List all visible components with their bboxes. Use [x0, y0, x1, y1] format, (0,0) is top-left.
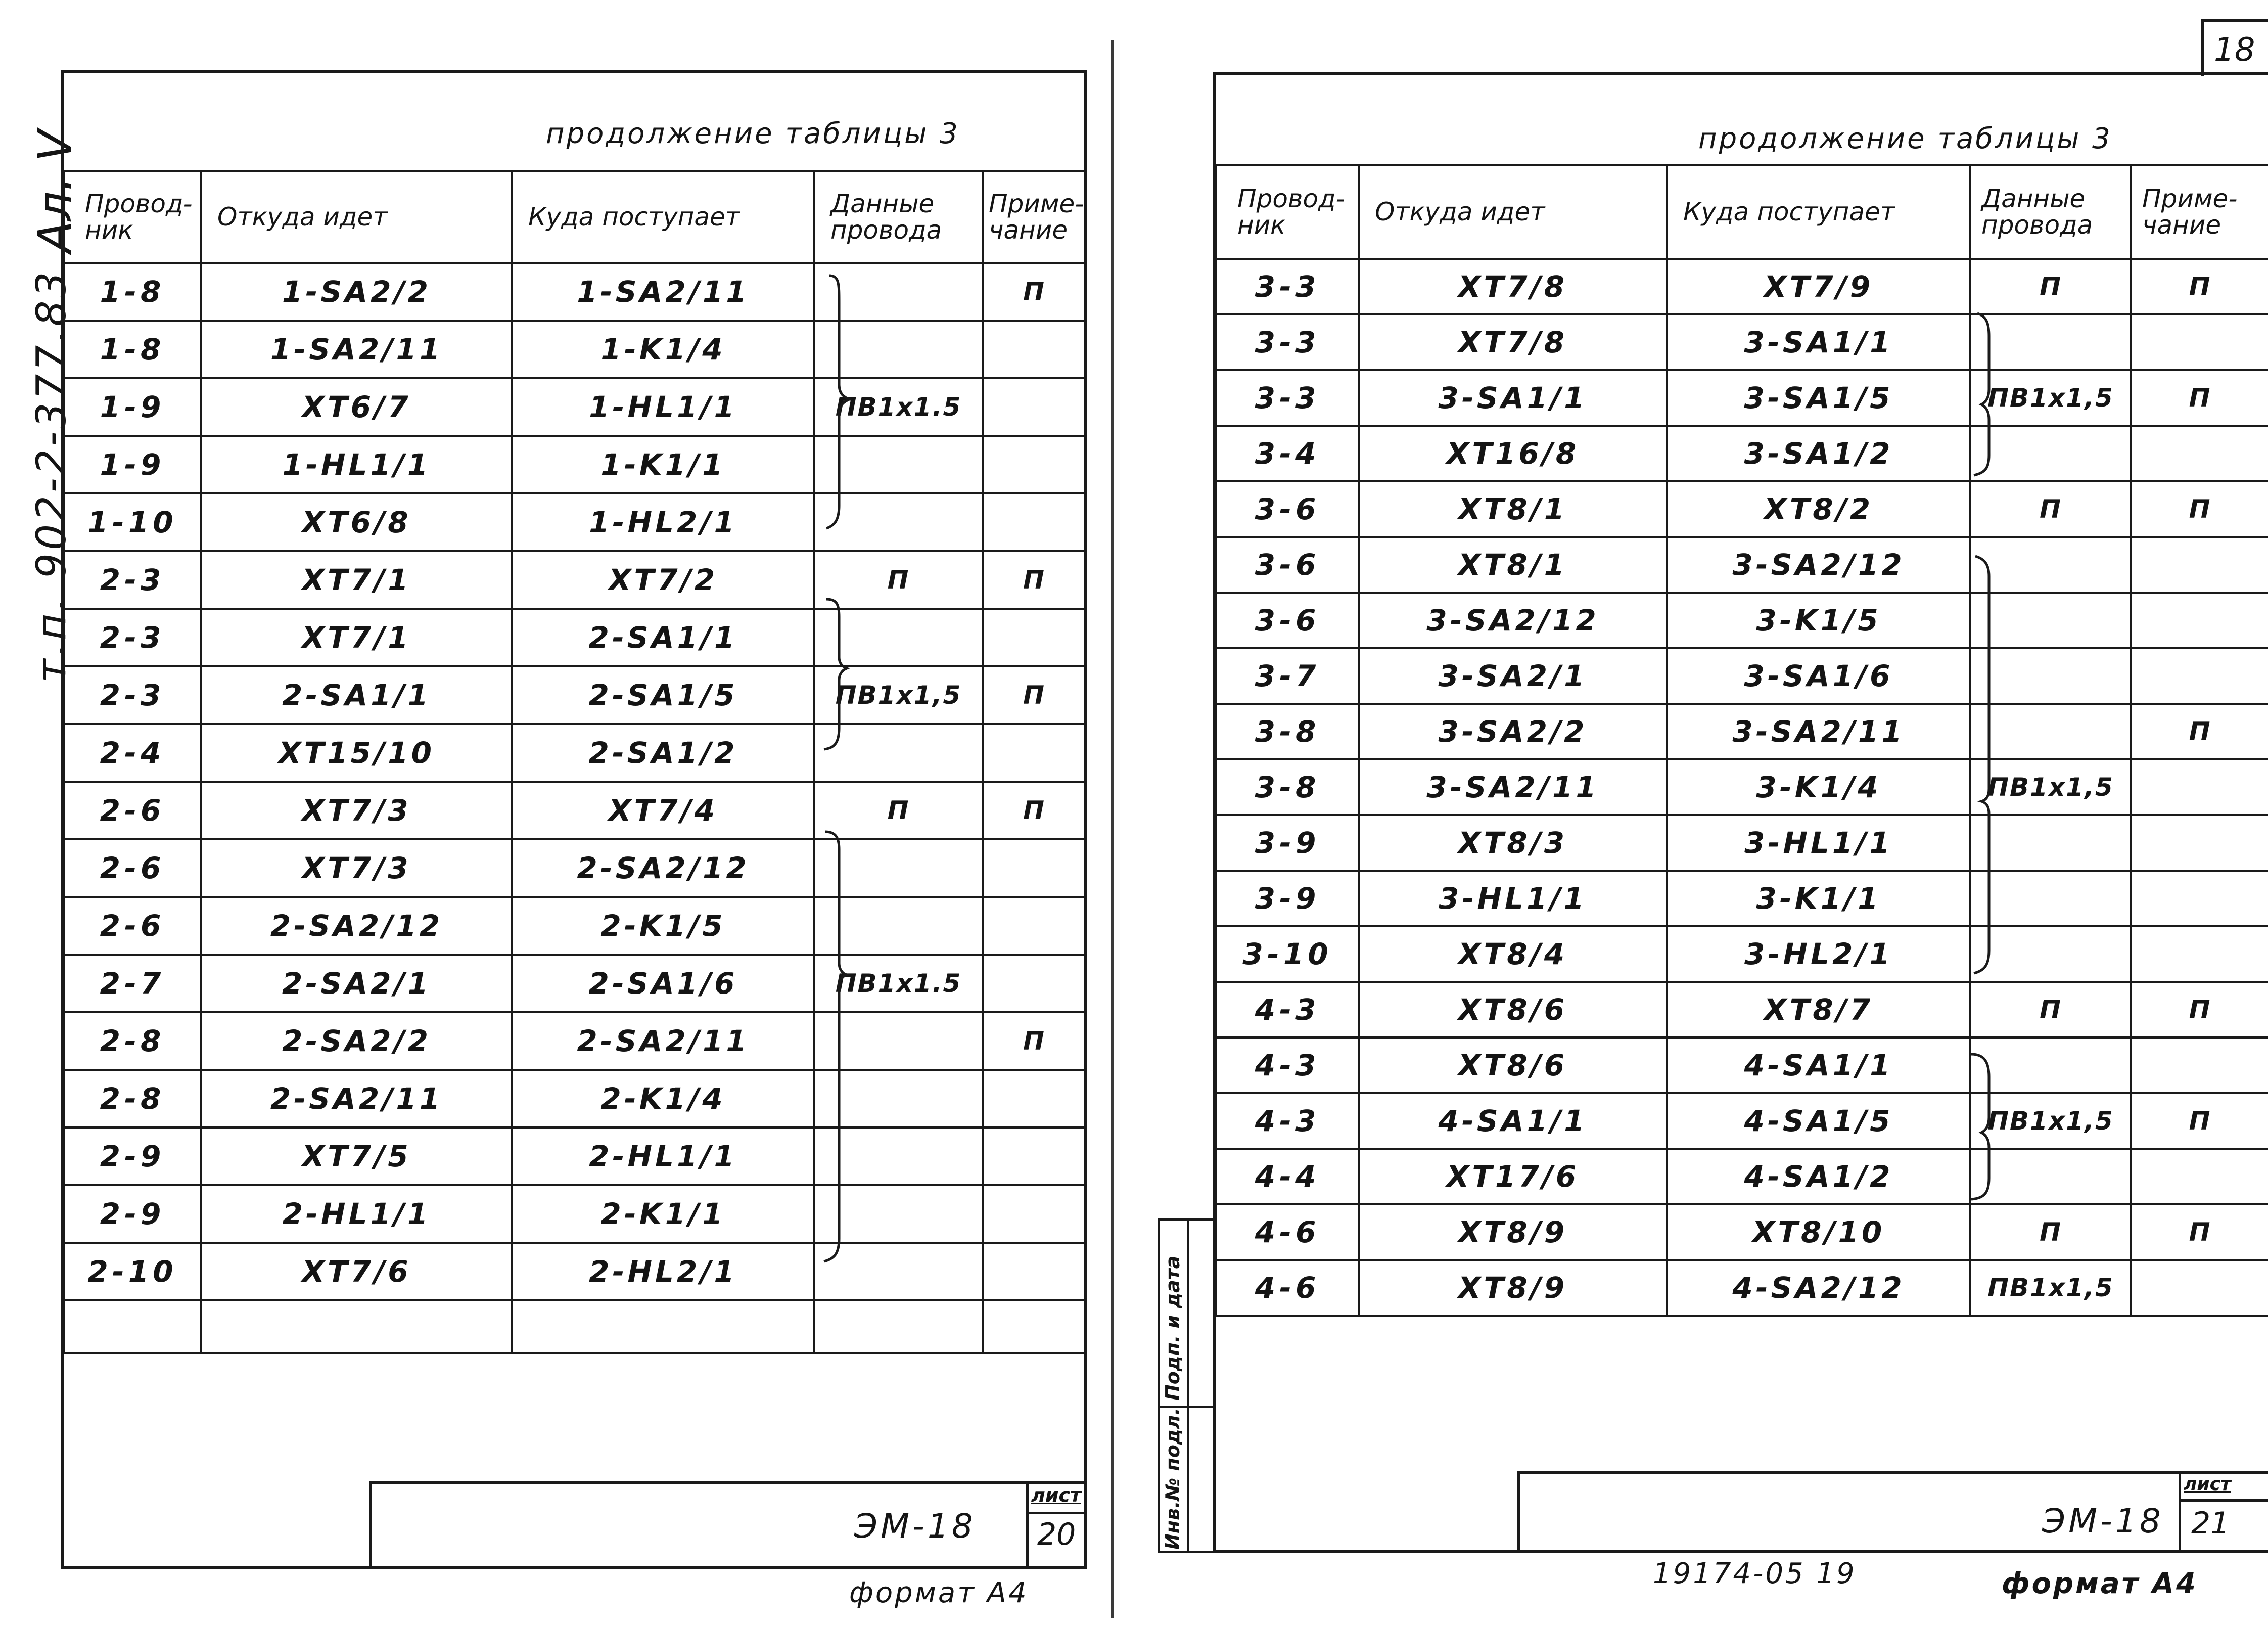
- cell-wire-data: П: [1970, 259, 2131, 314]
- album-label: Ал. V: [28, 129, 82, 253]
- cell-note: П: [983, 1012, 1086, 1070]
- cell-to: 2-SA1/6: [512, 955, 814, 1012]
- right-stamp-doc: ЭМ-18: [2042, 1502, 2164, 1541]
- header-from: Откуда идет: [1359, 165, 1667, 259]
- cell-to: 4-SA1/5: [1667, 1093, 1970, 1149]
- cell-to: 2-HL1/1: [512, 1127, 814, 1185]
- inv-number-label: Инв.№ подл.: [1162, 1408, 1184, 1550]
- cell-from: 3-SA1/1: [1359, 370, 1667, 426]
- cell-to: XT8/2: [1667, 481, 1970, 537]
- cell-from: 1-SA2/11: [201, 321, 512, 378]
- cell-wire-data: П: [1970, 481, 2131, 537]
- cell-wire-data: ПВ1х1,5: [1970, 1260, 2131, 1316]
- cell-conductor: 3-3: [1216, 370, 1359, 426]
- cell-conductor: 3-3: [1216, 314, 1359, 370]
- cell-from: XT8/1: [1359, 481, 1667, 537]
- cell-from: XT7/6: [201, 1243, 512, 1300]
- cell-from: 2-SA2/1: [201, 955, 512, 1012]
- cell-from: 3-HL1/1: [1359, 871, 1667, 926]
- cell-conductor: 2-6: [64, 897, 201, 955]
- cell-note: П: [2131, 259, 2268, 314]
- cell-to: 3-SA1/1: [1667, 314, 1970, 370]
- cell-wire-data: ПВ1х1.5: [814, 378, 983, 436]
- cell-conductor: 3-6: [1216, 537, 1359, 593]
- cell-to: 3-HL2/1: [1667, 926, 1970, 982]
- cell-from: XT8/4: [1359, 926, 1667, 982]
- cell-from: XT8/6: [1359, 1037, 1667, 1093]
- cell-from: 2-SA2/2: [201, 1012, 512, 1070]
- cell-from: 1-HL1/1: [201, 436, 512, 493]
- cell-from: XT8/6: [1359, 982, 1667, 1037]
- cell-conductor: 1-9: [64, 436, 201, 493]
- cell-from: XT7/1: [201, 609, 512, 666]
- cell-conductor: 4-6: [1216, 1260, 1359, 1316]
- right-table-title: продолжение таблицы 3: [1698, 122, 2112, 155]
- cell-from: XT7/5: [201, 1127, 512, 1185]
- cell-to: 4-SA1/2: [1667, 1149, 1970, 1204]
- cell-wire-data: ПВ1х1,5: [814, 666, 983, 724]
- cell-to: 4-SA2/12: [1667, 1260, 1970, 1316]
- cell-conductor: 3-3: [1216, 259, 1359, 314]
- cell-note: П: [2131, 1204, 2268, 1260]
- cell-to: 2-SA2/12: [512, 839, 814, 897]
- cell-to: 3-SA1/2: [1667, 426, 1970, 481]
- cell-note: П: [2131, 370, 2268, 426]
- cell-note: П: [2131, 704, 2268, 759]
- project-code: т.п. 902-2-377.83: [28, 268, 75, 683]
- cell-to: XT7/4: [512, 782, 814, 839]
- cell-conductor: 2-9: [64, 1127, 201, 1185]
- header-wire-data: Данные провода: [814, 171, 983, 263]
- cell-conductor: 2-3: [64, 551, 201, 609]
- cell-to: 1-K1/4: [512, 321, 814, 378]
- cell-to: 3-K1/1: [1667, 871, 1970, 926]
- header-conductor: Провод-ник: [64, 171, 201, 263]
- cell-conductor: 2-6: [64, 839, 201, 897]
- right-archive-number: 19174-05 19: [1653, 1557, 1857, 1590]
- cell-from: XT8/9: [1359, 1260, 1667, 1316]
- cell-from: 3-SA2/11: [1359, 759, 1667, 815]
- cell-to: XT7/9: [1667, 259, 1970, 314]
- left-format-label: формат А4: [849, 1576, 1029, 1609]
- cell-conductor: 2-8: [64, 1070, 201, 1127]
- cell-from: XT8/9: [1359, 1204, 1667, 1260]
- cell-conductor: 2-7: [64, 955, 201, 1012]
- cell-from: 2-SA1/1: [201, 666, 512, 724]
- left-table-title: продолжение таблицы 3: [546, 117, 960, 150]
- cell-note: П: [2131, 982, 2268, 1037]
- cell-wire-data: ПВ1х1,5: [1970, 370, 2131, 426]
- cell-from: XT8/3: [1359, 815, 1667, 871]
- cell-conductor: 3-7: [1216, 648, 1359, 704]
- left-stamp-sheet-no: 20: [1037, 1517, 1076, 1552]
- header-note: Приме-чание: [983, 171, 1086, 263]
- cell-from: XT7/1: [201, 551, 512, 609]
- cell-conductor: 2-3: [64, 609, 201, 666]
- cell-from: 4-SA1/1: [1359, 1093, 1667, 1149]
- cell-conductor: 4-4: [1216, 1149, 1359, 1204]
- cell-from: 2-SA2/11: [201, 1070, 512, 1127]
- cell-conductor: 3-8: [1216, 704, 1359, 759]
- cell-from: XT7/8: [1359, 259, 1667, 314]
- header-note: Приме-чание: [2131, 165, 2268, 259]
- header-to: Куда поступает: [1667, 165, 1970, 259]
- right-brace-1: [1974, 313, 1989, 475]
- cell-wire-data: П: [1970, 982, 2131, 1037]
- cell-wire-data: ПВ1х1,5: [1970, 1093, 2131, 1149]
- cell-to: 1-HL1/1: [512, 378, 814, 436]
- cell-to: 4-SA1/1: [1667, 1037, 1970, 1093]
- cell-conductor: 3-6: [1216, 481, 1359, 537]
- cell-conductor: 3-10: [1216, 926, 1359, 982]
- cell-to: XT8/7: [1667, 982, 1970, 1037]
- header-wire-data: Данные провода: [1970, 165, 2131, 259]
- cell-conductor: 4-3: [1216, 1093, 1359, 1149]
- cell-wire-data: ПВ1х1,5: [1970, 759, 2131, 815]
- cell-from: XT8/1: [1359, 537, 1667, 593]
- cell-note: П: [2131, 1093, 2268, 1149]
- cell-from: 2-HL1/1: [201, 1185, 512, 1243]
- right-page-number: 18: [2214, 31, 2255, 69]
- cell-to: XT8/10: [1667, 1204, 1970, 1260]
- cell-to: 2-HL2/1: [512, 1243, 814, 1300]
- cell-from: XT7/3: [201, 782, 512, 839]
- sign-date-label: Подп. и дата: [1162, 1255, 1184, 1401]
- cell-from: 3-SA2/2: [1359, 704, 1667, 759]
- cell-to: 3-SA2/12: [1667, 537, 1970, 593]
- cell-to: 3-K1/4: [1667, 759, 1970, 815]
- cell-to: 2-SA1/2: [512, 724, 814, 782]
- cell-conductor: 4-6: [1216, 1204, 1359, 1260]
- cell-to: 3-SA1/5: [1667, 370, 1970, 426]
- cell-from: 1-SA2/2: [201, 263, 512, 321]
- cell-from: 3-SA2/12: [1359, 593, 1667, 648]
- cell-conductor: 3-4: [1216, 426, 1359, 481]
- cell-to: 1-K1/1: [512, 436, 814, 493]
- right-sheet-no-divider: [2179, 1499, 2268, 1502]
- left-stamp-sheet-label: лист: [1031, 1484, 1082, 1506]
- cell-conductor: 3-9: [1216, 815, 1359, 871]
- right-brace-2: [1974, 556, 1989, 973]
- cell-note: П: [983, 263, 1086, 321]
- cell-conductor: 3-9: [1216, 871, 1359, 926]
- right-brace-3: [1971, 1054, 1989, 1199]
- cell-to: 3-K1/5: [1667, 593, 1970, 648]
- cell-to: 3-HL1/1: [1667, 815, 1970, 871]
- cell-to: 1-HL2/1: [512, 493, 814, 551]
- cell-conductor: 1-8: [64, 321, 201, 378]
- cell-to: 2-SA1/1: [512, 609, 814, 666]
- cell-conductor: 2-4: [64, 724, 201, 782]
- right-stamp-sheet-no: 21: [2191, 1506, 2230, 1541]
- cell-wire-data: П: [814, 782, 983, 839]
- cell-from: XT17/6: [1359, 1149, 1667, 1204]
- cell-from: XT7/3: [201, 839, 512, 897]
- cell-to: 2-SA2/11: [512, 1012, 814, 1070]
- cell-conductor: 2-10: [64, 1243, 201, 1300]
- cell-to: 3-SA1/6: [1667, 648, 1970, 704]
- cell-to: 2-SA1/5: [512, 666, 814, 724]
- cell-to: 3-SA2/11: [1667, 704, 1970, 759]
- cell-wire-data: П: [1970, 1204, 2131, 1260]
- cell-from: 2-SA2/12: [201, 897, 512, 955]
- cell-conductor: 1-8: [64, 263, 201, 321]
- cell-conductor: 3-8: [1216, 759, 1359, 815]
- cell-conductor: 4-3: [1216, 982, 1359, 1037]
- cell-note: П: [983, 666, 1086, 724]
- header-from: Откуда идет: [201, 171, 512, 263]
- cell-to: XT7/2: [512, 551, 814, 609]
- cell-conductor: 2-8: [64, 1012, 201, 1070]
- cell-conductor: 3-6: [1216, 593, 1359, 648]
- header-conductor: Провод-ник: [1216, 165, 1359, 259]
- cell-from: XT6/8: [201, 493, 512, 551]
- cell-from: XT6/7: [201, 378, 512, 436]
- cell-to: 2-K1/1: [512, 1185, 814, 1243]
- cell-conductor: 4-3: [1216, 1037, 1359, 1093]
- cell-conductor: 2-6: [64, 782, 201, 839]
- right-format-label: формат А4: [2002, 1567, 2198, 1600]
- left-stamp-doc: ЭМ-18: [854, 1507, 976, 1546]
- cell-note: П: [983, 782, 1086, 839]
- right-stamp-sheet-label: лист: [2184, 1474, 2231, 1495]
- cell-to: 2-K1/4: [512, 1070, 814, 1127]
- cell-wire-data: П: [814, 551, 983, 609]
- right-side-strip-divider: [1187, 1218, 1189, 1553]
- cell-note: П: [983, 551, 1086, 609]
- cell-to: 2-K1/5: [512, 897, 814, 955]
- cell-conductor: 2-9: [64, 1185, 201, 1243]
- header-to: Куда поступает: [512, 171, 814, 263]
- cell-to: 1-SA2/11: [512, 263, 814, 321]
- cell-wire-data: ПВ1х1.5: [814, 955, 983, 1012]
- cell-from: XT15/10: [201, 724, 512, 782]
- cell-conductor: 1-10: [64, 493, 201, 551]
- cell-conductor: 1-9: [64, 378, 201, 436]
- cell-from: 3-SA2/1: [1359, 648, 1667, 704]
- cell-note: П: [2131, 481, 2268, 537]
- cell-conductor: 2-3: [64, 666, 201, 724]
- cell-from: XT16/8: [1359, 426, 1667, 481]
- cell-from: XT7/8: [1359, 314, 1667, 370]
